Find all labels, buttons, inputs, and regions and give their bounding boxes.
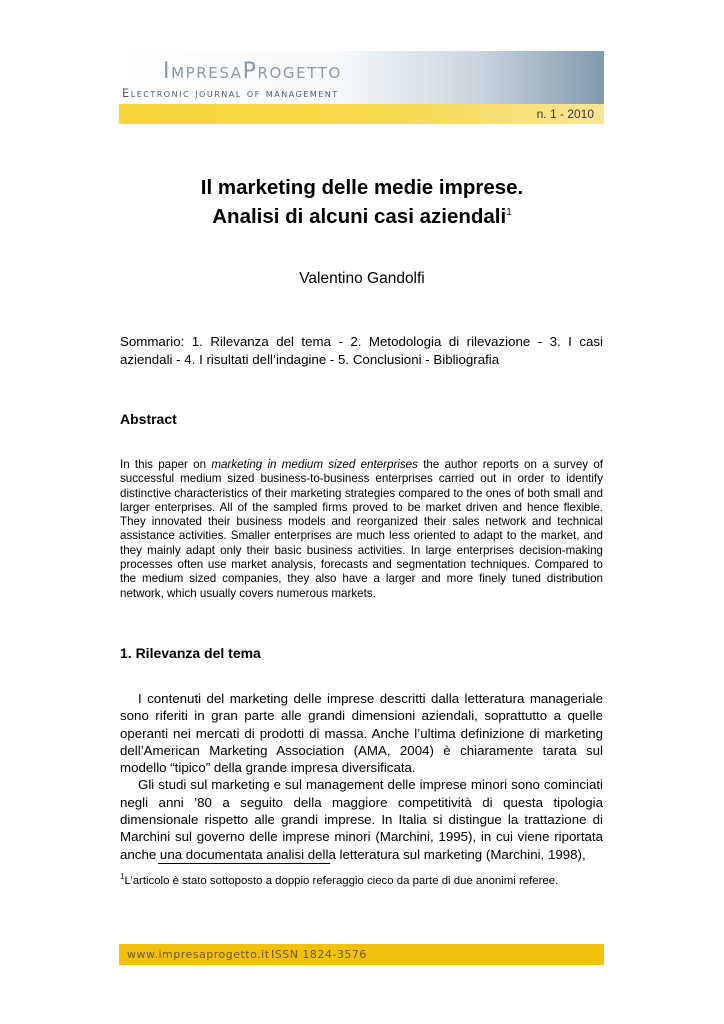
paragraph: I contenuti del marketing delle imprese descritti dalla letteratura manageriale sono riferiti in gran parte alle grandi dimensioni aziendali, soprattutto a quelle operanti nei mercati di prodotti di massa. Anche l’ultima definizione di marketing dell’American Marketing Association (AMA, 2004) è chiaramente tarata sul modello “tipico” della grande impresa diversificata. xyxy=(120,691,603,776)
journal-logo-name: ImpresaProgetto xyxy=(163,59,342,84)
section-body xyxy=(120,690,603,863)
abstract-body: the author reports on a survey of successful medium sized business-to-business enterprises carried out in order to identify distinctive characteristics of their marketing strategies compared to the ones of both small and larger enterprises. All of the sampled firms proved to be market driven and hence flexible. They innovated their business models and reorganized their sales network and technical assistance activities. Smaller enterprises are much less oriented to adapt to the market, and they mainly adapt only their basic business activities. In large enterprises decision-making processes often use market analysis, forecasts and segmentation techniques. Compared to the medium sized companies, they also have a larger and more finely tuned distribution network, which usually covers numerous markets. xyxy=(120,458,603,600)
section-heading: 1. Rilevanza del tema xyxy=(120,645,261,661)
footnote-text: L’articolo è stato sottoposto a doppio referaggio cieco da parte di due anonimi referee. xyxy=(124,874,559,887)
journal-header xyxy=(119,51,604,104)
footer-bar xyxy=(119,944,604,965)
footnote xyxy=(120,872,603,887)
summary: Sommario: 1. Rilevanza del tema - 2. Metodologia di rilevazione - 3. I casi aziendali - 4. I risultati dell’indagine - 5. Conclusioni - Bibliografia xyxy=(120,334,603,367)
footer-issn: ISSN 1824-3576 xyxy=(271,948,367,961)
issue-bar xyxy=(119,104,604,124)
footnote-divider xyxy=(158,863,330,864)
journal-subtitle: Electronic journal of management xyxy=(122,86,339,100)
paragraph: Gli studi sul marketing e sul management delle imprese minori sono cominciati negli anni ’80 a seguito della maggiore competitività di questa tipologia dimensionale rispetto alle grandi imprese. In Italia si distingue la trattazione di Marchini sul governo delle imprese minori (Marchini, 1995), in cui viene riportata anche una documentata analisi della letteratura sul marketing (Marchini, 1998), xyxy=(120,777,603,862)
abstract-heading: Abstract xyxy=(120,411,177,427)
article-title-line-2 xyxy=(100,200,624,229)
abstract-intro: In this paper on xyxy=(120,458,212,471)
abstract-text xyxy=(120,458,603,601)
footer-url: www.impresaprogetto.it xyxy=(127,948,270,961)
author-name: Valentino Gandolfi xyxy=(299,270,425,287)
issue-number: n. 1 - 2010 xyxy=(536,107,594,121)
article-title-line-1: Il marketing delle medie imprese. xyxy=(200,176,524,199)
footnote-mark: 1 xyxy=(120,872,125,881)
abstract-emphasis: marketing in medium sized enterprises xyxy=(211,458,418,471)
article-title-text: Analisi di alcuni casi aziendali xyxy=(212,204,507,228)
title-footnote-mark: 1 xyxy=(506,207,512,218)
